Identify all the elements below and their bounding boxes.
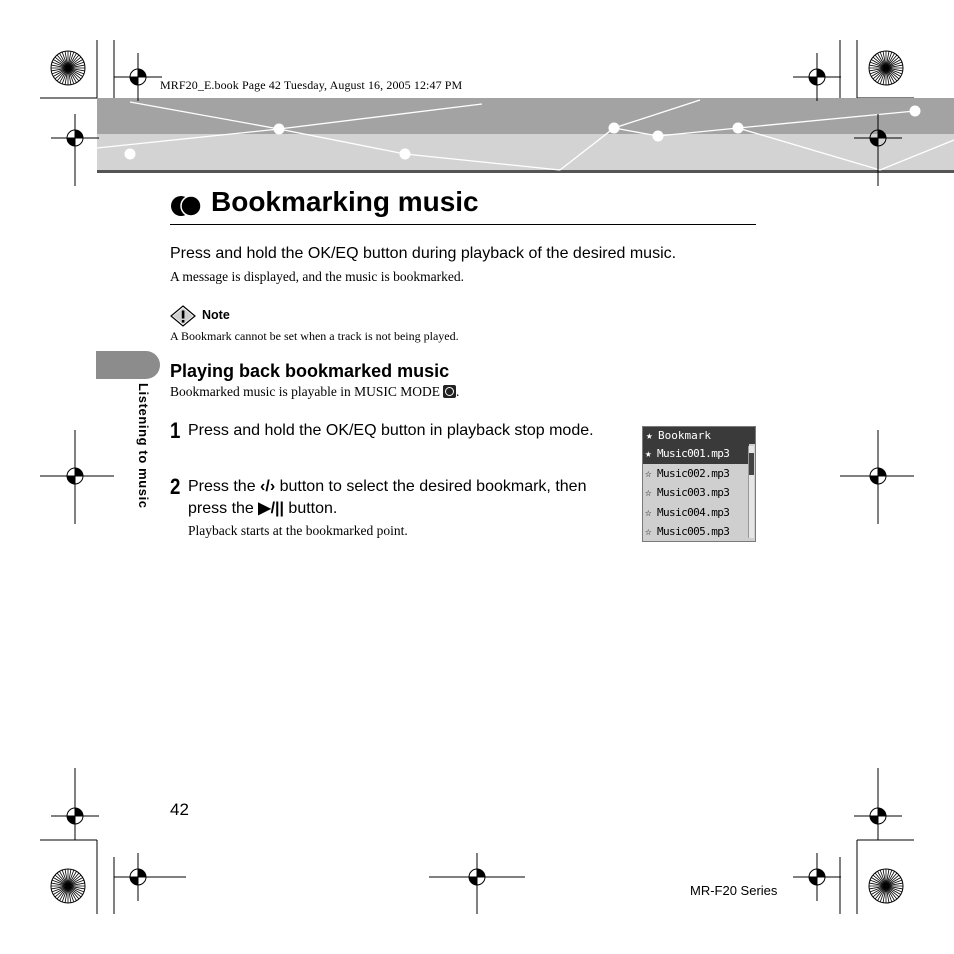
screen-scrollbar: [748, 446, 754, 538]
star-icon: ☆: [645, 486, 652, 499]
bookmark-list-item[interactable]: [643, 444, 749, 464]
side-tab-label: Listening to music: [136, 383, 151, 509]
section-intro-text: Bookmarked music is playable in MUSIC MODE: [170, 384, 440, 399]
side-tab: [96, 351, 160, 379]
star-icon: ☆: [645, 525, 652, 538]
registration-mark-right-bottom: [854, 768, 902, 840]
bookmark-list-item[interactable]: [643, 522, 749, 542]
play-pause-button-icon: ▶/||: [258, 500, 284, 517]
step-2-text-c: button.: [288, 500, 338, 517]
scroll-thumb: [749, 453, 754, 475]
instruction-main: Press and hold the OK/EQ button during playback of the desired music.: [170, 245, 677, 262]
series-name: MR-F20 Series: [690, 883, 778, 898]
device-screen: [642, 426, 756, 542]
bookmark-list-item[interactable]: [643, 483, 749, 503]
instruction-result: A message is displayed, and the music is bookmarked.: [170, 269, 464, 284]
section-intro: [170, 384, 459, 400]
double-circle-bullet-icon: [170, 192, 202, 220]
page-title: Bookmarking music: [211, 186, 479, 217]
starburst-mark: [51, 51, 85, 85]
music-mode-icon: [443, 385, 456, 398]
select-button-icon: ‹/›: [260, 478, 276, 495]
screen-title-bar: [643, 427, 755, 444]
starburst-mark: [869, 51, 903, 85]
step-2-text: [188, 476, 618, 520]
section-intro-end: .: [455, 384, 460, 399]
bookmark-label: Music005.mp3: [657, 525, 730, 538]
bookmark-label: Music004.mp3: [657, 505, 730, 519]
section-heading: Playing back bookmarked music: [170, 361, 450, 381]
star-icon: ☆: [645, 505, 652, 519]
step-1-number: 1: [170, 418, 181, 443]
step-1-text: Press and hold the OK/EQ button in playback stop mode.: [188, 422, 594, 439]
star-icon: ☆: [645, 466, 652, 480]
bookmark-label: Music001.mp3: [657, 447, 730, 460]
step-2-text-a: Press the: [188, 478, 256, 495]
bookmark-list: [643, 444, 749, 542]
step-2-number: 2: [170, 474, 181, 499]
title-row: [170, 186, 756, 225]
note-text: A Bookmark cannot be set when a track is not being played.: [170, 329, 459, 343]
bookmark-list-item[interactable]: [643, 503, 749, 523]
screen-title: Bookmark: [658, 429, 711, 442]
bookmark-label: Music002.mp3: [657, 466, 730, 480]
registration-mark-left-middle: [40, 430, 114, 524]
starburst-mark: [51, 869, 85, 903]
step-2-text-b: button to select the desired bookmark, then press the: [188, 478, 587, 517]
print-header: MRF20_E.book Page 42 Tuesday, August 16, 2005 12:47 PM: [160, 78, 463, 92]
note-label: Note: [202, 308, 230, 322]
star-icon: ★: [645, 447, 652, 460]
registration-mark-bottom-left: [114, 853, 186, 901]
registration-mark-left-bottom: [51, 768, 99, 840]
bookmark-label: Music003.mp3: [657, 486, 730, 499]
header-banner: [97, 98, 954, 173]
starburst-mark: [869, 869, 903, 903]
exclamation-diamond-icon: [170, 305, 196, 327]
page-number: 42: [170, 800, 189, 819]
star-icon: ★: [646, 429, 653, 442]
step-2-result: Playback starts at the bookmarked point.: [188, 523, 408, 538]
registration-mark-left-top: [51, 114, 99, 186]
bookmark-list-item[interactable]: [643, 464, 749, 484]
